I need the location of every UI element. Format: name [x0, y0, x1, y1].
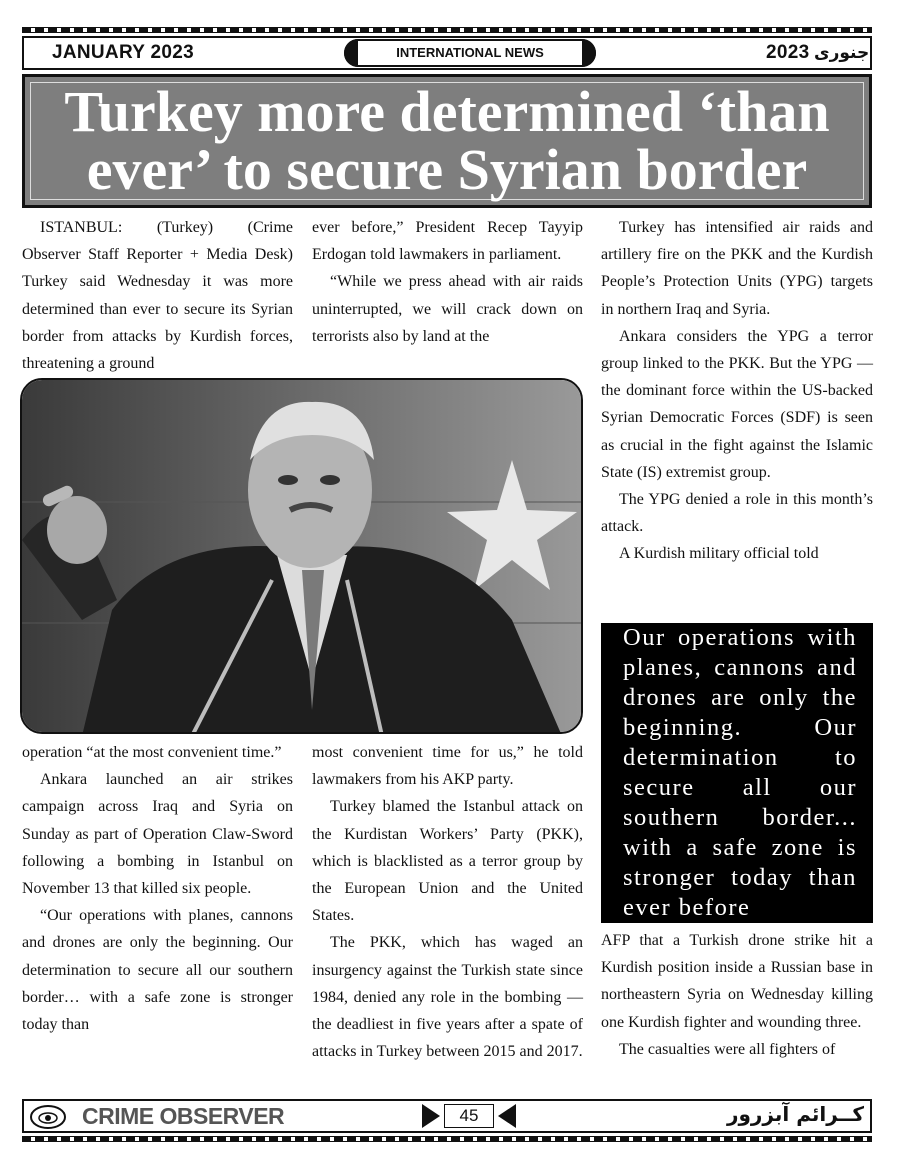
article-paragraph: A Kurdish military official told	[619, 545, 819, 563]
page-number: 45	[444, 1104, 494, 1128]
issue-month-urdu: جنوری	[814, 43, 870, 63]
column-3-top	[601, 214, 873, 568]
footer-brand: CRIME OBSERVER	[82, 1103, 285, 1129]
headline	[25, 79, 869, 202]
article-paragraph: AFP that a Turkish drone strike hit a Kurdish position inside a Russian base in northeastern Syria on Wednesday killing one Kurdish fighter and wounding three.	[601, 932, 873, 1031]
article-paragraph: Turkey has intensified air raids and artillery fire on the PKK and the Kurdish People’s Protection Units (YPG) targets in northern Iraq and Syria.	[601, 219, 873, 318]
top-dashed-rule	[22, 27, 872, 33]
column-1-bottom	[22, 739, 293, 1038]
issue-year-right: 2023	[766, 42, 810, 63]
pull-quote: Our operations with planes, cannons and drones are only the beginning. Our determination to secure all our southern border... with a safe zone is stronger today than ever before	[601, 623, 873, 923]
headline-line-2: ever’ to secure Syrian border	[86, 137, 808, 202]
article-paragraph: “Our operations with planes, cannons and drones are only the beginning. Our determination to secure all our southern border… with a safe zone is stronger today than	[22, 907, 293, 1034]
article-photo	[20, 378, 583, 734]
column-3-bottom	[601, 927, 873, 1063]
article-paragraph: Ankara launched an air strikes campaign across Iraq and Syria on Sunday as part of Operation Claw-Sword following a bombing in Istanbul on November 13 that killed six people.	[22, 771, 293, 898]
article-paragraph: operation “at the most convenient time.”	[22, 744, 282, 761]
article-paragraph: The casualties were all fighters of	[619, 1040, 836, 1058]
page-number-box	[422, 1104, 516, 1128]
article-paragraph: The YPG denied a role in this month’s attack.	[601, 491, 873, 536]
footer-urdu-brand: کــرائم آبزرور	[726, 1102, 864, 1126]
article-paragraph: ISTANBUL: (Turkey) (Crime Observer Staff Reporter + Media Desk) Turkey said Wednesday it was more determined than ever to secure its Syrian border from attacks by Kurdish forces, threatening a ground	[22, 219, 293, 373]
article-paragraph: most convenient time for us,” he told lawmakers from his AKP party.	[312, 744, 583, 789]
section-label-text: INTERNATIONAL NEWS	[396, 45, 544, 60]
column-2-top	[312, 214, 583, 350]
crime-observer-eye-logo-icon	[28, 1102, 68, 1130]
article-paragraph: The PKK, which has waged an insurgency against the Turkish state since 1984, denied any role in the bombing — the deadliest in five years after a spate of attacks in Turkey between 2015 and 2017.	[312, 934, 583, 1061]
footer-bar	[22, 1099, 872, 1133]
article-paragraph: Turkey blamed the Istanbul attack on the Kurdistan Workers’ Party (PKK), which is blacklisted as a terror group by the European Union and the United States.	[312, 798, 583, 925]
header-bar	[22, 36, 872, 70]
issue-date-left: JANUARY 2023	[52, 42, 194, 63]
column-1-top	[22, 214, 293, 377]
erdogan-photo-illustration	[22, 380, 583, 734]
column-2-bottom	[312, 739, 583, 1065]
headline-box	[22, 74, 872, 208]
article-paragraph: Ankara considers the YPG a terror group linked to the PKK. But the YPG — the dominant force within the US-backed Syrian Democratic Forces (SDF) is seen as crucial in the fight against the Islamic State (IS) extremist group.	[601, 327, 873, 481]
section-label	[344, 39, 596, 67]
bottom-dashed-rule	[22, 1136, 872, 1142]
headline-line-1: Turkey more determined ‘than	[64, 79, 830, 144]
article-paragraph: “While we press ahead with air raids uninterrupted, we will crack down on terrorists also by land at the	[312, 273, 583, 345]
article-paragraph: ever before,” President Recep Tayyip Erdogan told lawmakers in parliament.	[312, 219, 583, 264]
